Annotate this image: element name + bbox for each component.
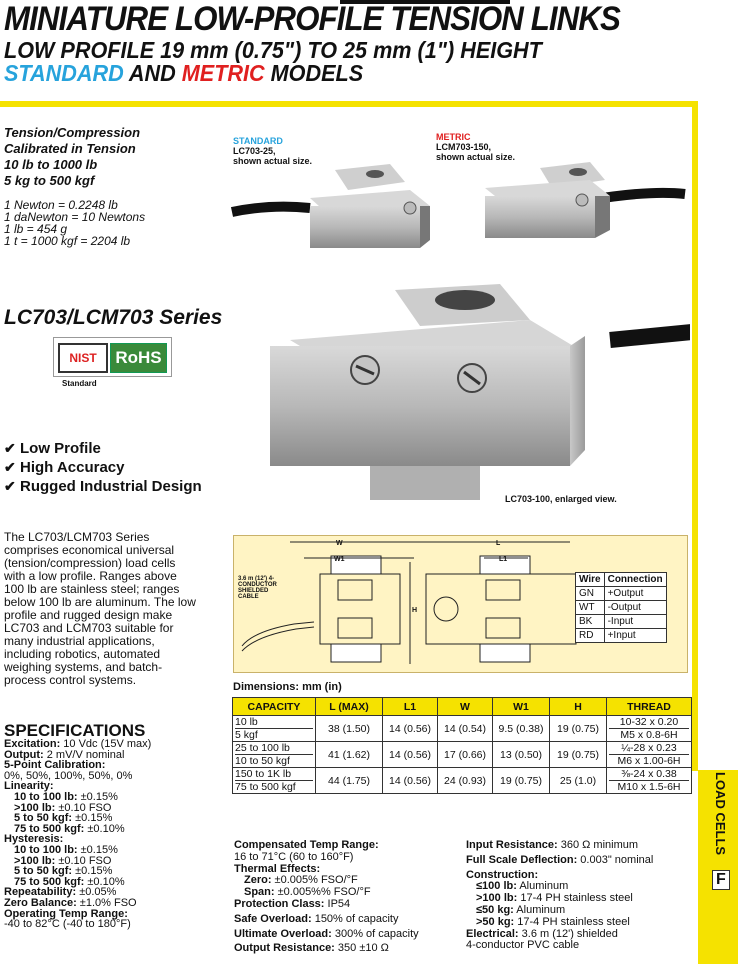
- w-cell: 14 (0.54): [438, 716, 493, 742]
- w1-cell: 9.5 (0.38): [493, 716, 550, 742]
- wire-code: RD: [576, 629, 605, 643]
- nist-caption: Standard: [62, 379, 97, 388]
- product-photos: [230, 160, 690, 500]
- col-header: THREAD: [607, 698, 692, 716]
- spec-thermal-zero: Zero: ±0.005% FSO/°F: [244, 874, 358, 887]
- spec-construction-item: >100 lb: 17-4 PH stainless steel: [476, 892, 633, 905]
- description: The LC703/LCM703 Series comprises economical universal (tension/compression) load cells with a low profile. Ranges above 100 lb are stainless steel; ranges below 100 lb are aluminum. The low profile and rugged design make LC703 and LCM703 suitable for many industrial applications, including robotics, automated weighing systems, and batch-process control systems.: [4, 530, 196, 687]
- spec-protection: Protection Class: IP54: [234, 897, 351, 910]
- intro-block: [4, 125, 140, 189]
- side-tab-letter: F: [712, 870, 730, 890]
- conversions: [4, 199, 145, 247]
- table-row: [233, 742, 692, 768]
- standard-load-cell-photo: [232, 164, 430, 248]
- col-header: CAPACITY: [233, 698, 316, 716]
- col-header: W: [438, 698, 493, 716]
- and-word: AND: [123, 60, 182, 86]
- models-word: MODELS: [264, 60, 364, 86]
- wire-table: [575, 572, 667, 643]
- capacity-cell: 10 lb 5 kgf: [233, 716, 316, 742]
- spec-linearity-item: 75 to 500 kgf: ±0.10%: [14, 822, 125, 835]
- metric-word: METRIC: [181, 60, 265, 86]
- certification-badges: [53, 337, 172, 377]
- dimensions-title: Dimensions: mm (in): [233, 681, 342, 693]
- dimensions-table: [232, 697, 692, 794]
- dim-l1: L1: [499, 556, 508, 563]
- wire-code: BK: [576, 615, 605, 629]
- connection-header: Connection: [604, 573, 666, 587]
- col-header: L (MAX): [316, 698, 383, 716]
- metric-load-cell-photo: [485, 162, 685, 238]
- standard-word: STANDARD: [4, 60, 124, 86]
- col-header: L1: [383, 698, 438, 716]
- spec-ult-overload: Ultimate Overload: 300% of capacity: [234, 927, 419, 940]
- l-cell: 38 (1.50): [316, 716, 383, 742]
- col-header: H: [550, 698, 607, 716]
- enlarged-load-cell-photo: [270, 284, 690, 500]
- feature-item: ✔ High Accuracy: [4, 459, 125, 476]
- specifications-middle: [234, 840, 464, 955]
- table-row: [233, 768, 692, 794]
- spec-output: Output: 2 mV/V nominal: [4, 748, 125, 761]
- spec-hysteresis-item: 5 to 50 kgf: ±0.15%: [14, 865, 113, 878]
- specifications-heading: SPECIFICATIONS: [4, 721, 146, 740]
- specifications-right: [466, 840, 691, 952]
- capacity-cell: 25 to 100 lb 10 to 50 kgf: [233, 742, 316, 768]
- spec-fsd: Full Scale Deflection: 0.003" nominal: [466, 853, 654, 866]
- spec-zero-balance: Zero Balance: ±1.0% FSO: [4, 896, 137, 909]
- models-line: [4, 60, 363, 87]
- wire-header: Wire: [576, 573, 605, 587]
- wire-code: GN: [576, 587, 605, 601]
- spec-hysteresis: Hysteresis:: [4, 833, 64, 846]
- col-header: W1: [493, 698, 550, 716]
- intro-line: Tension/Compression: [4, 125, 141, 140]
- spec-electrical: Electrical: 3.6 m (12') shielded: [466, 927, 618, 940]
- spec-linearity-item: 10 to 100 lb: ±0.15%: [14, 790, 118, 803]
- spec-construction-item: ≤50 kg: Aluminum: [476, 903, 566, 916]
- h-cell: 19 (0.75): [550, 742, 607, 768]
- check-icon: ✔: [4, 459, 16, 475]
- spec-construction-item: >50 kg: 17-4 PH stainless steel: [476, 915, 630, 928]
- rohs-logo: RoHS: [110, 343, 167, 373]
- spec-safe-overload: Safe Overload: 150% of capacity: [234, 912, 399, 925]
- cable-label: 3.6 m (12') 4- CONDUCTOR SHIELDED CABLE: [238, 576, 277, 600]
- check-icon: ✔: [4, 440, 16, 456]
- wire-connection: +Input: [604, 629, 666, 643]
- yellow-frame-right: [692, 101, 698, 771]
- table-row: [233, 716, 692, 742]
- side-tab-label: LOAD CELLS: [713, 772, 728, 856]
- l-cell: 44 (1.75): [316, 768, 383, 794]
- conversion-line: 1 Newton = 0.2248 lb: [4, 198, 118, 212]
- spec-repeatability: Repeatability: ±0.05%: [4, 886, 117, 899]
- l-cell: 41 (1.62): [316, 742, 383, 768]
- spec-electrical-2: 4-conductor PVC cable: [466, 939, 580, 952]
- w1-cell: 19 (0.75): [493, 768, 550, 794]
- l1-cell: 14 (0.56): [383, 768, 438, 794]
- intro-line: 10 lb to 1000 lb: [4, 157, 98, 172]
- dim-h: H: [412, 607, 418, 614]
- page-subtitle: LOW PROFILE 19 mm (0.75") TO 25 mm (1") HEIGHT: [4, 37, 542, 63]
- spec-thermal-span: Span: ±0.005%% FSO/°F: [244, 886, 371, 899]
- dim-w1: W1: [334, 556, 345, 563]
- spec-hysteresis-item: 75 to 500 kgf: ±0.10%: [14, 875, 125, 888]
- spec-construction: Construction:: [466, 868, 539, 881]
- spec-op-temp: Operating Temp Range:: [4, 907, 128, 920]
- spec-five-point-value: 0%, 50%, 100%, 50%, 0%: [4, 769, 133, 782]
- l1-cell: 14 (0.56): [383, 742, 438, 768]
- w-cell: 24 (0.93): [438, 768, 493, 794]
- spec-out-res: Output Resistance: 350 ±10 Ω: [234, 942, 389, 955]
- spec-comp-temp: Compensated Temp Range:: [234, 839, 379, 851]
- thread-cell: ¼-28 x 0.23 M6 x 1.00-6H: [607, 742, 692, 768]
- page-title: MINIATURE LOW-PROFILE TENSION LINKS: [4, 0, 620, 38]
- feature-item: ✔ Rugged Industrial Design: [4, 478, 202, 495]
- spec-excitation: Excitation: 10 Vdc (15V max): [4, 738, 152, 750]
- intro-line: 5 kg to 500 kgf: [4, 173, 95, 188]
- wire-code: WT: [576, 601, 605, 615]
- enlarged-caption: LC703-100, enlarged view.: [505, 494, 617, 504]
- intro-line: Calibrated in Tension: [4, 141, 136, 156]
- spec-linearity: Linearity:: [4, 780, 54, 793]
- w-cell: 17 (0.66): [438, 742, 493, 768]
- spec-in-res: Input Resistance: 360 Ω minimum: [466, 839, 639, 851]
- l1-cell: 14 (0.56): [383, 716, 438, 742]
- nist-logo: NIST: [58, 343, 108, 373]
- check-icon: ✔: [4, 478, 16, 494]
- spec-linearity-item: >100 lb: ±0.10 FSO: [14, 801, 112, 814]
- wire-connection: -Output: [604, 601, 666, 615]
- standard-caption: STANDARD LC703-25, shown actual size.: [233, 136, 313, 166]
- h-cell: 19 (0.75): [550, 716, 607, 742]
- thread-cell: 10-32 x 0.20 M5 x 0.8-6H: [607, 716, 692, 742]
- spec-linearity-item: 5 to 50 kgf: ±0.15%: [14, 812, 113, 825]
- spec-five-point: 5-Point Calibration:: [4, 759, 106, 772]
- specifications-list: [4, 739, 229, 930]
- conversion-line: 1 t = 1000 kgf = 2204 lb: [4, 234, 131, 248]
- spec-op-temp-value: -40 to 82°C (-40 to 180°F): [4, 918, 131, 931]
- spec-hysteresis-item: 10 to 100 lb: ±0.15%: [14, 843, 118, 856]
- series-title: LC703/LCM703 Series: [4, 306, 223, 329]
- thread-cell: ⅜-24 x 0.38 M10 x 1.5-6H: [607, 768, 692, 794]
- metric-caption: METRIC LCM703-150, shown actual size.: [436, 132, 516, 162]
- w1-cell: 13 (0.50): [493, 742, 550, 768]
- dim-w: W: [336, 540, 343, 547]
- spec-hysteresis-item: >100 lb: ±0.10 FSO: [14, 854, 112, 867]
- conversion-line: 1 daNewton = 10 Newtons: [4, 210, 146, 224]
- wire-connection: +Output: [604, 587, 666, 601]
- dim-l: L: [496, 540, 501, 547]
- capacity-cell: 150 to 1K lb 75 to 500 kgf: [233, 768, 316, 794]
- wire-connection: -Input: [604, 615, 666, 629]
- spec-construction-item: ≤100 lb: Aluminum: [476, 880, 569, 893]
- conversion-line: 1 lb = 454 g: [4, 222, 68, 236]
- spec-thermal: Thermal Effects:: [234, 862, 321, 875]
- h-cell: 25 (1.0): [550, 768, 607, 794]
- yellow-frame-top: [0, 101, 698, 107]
- spec-comp-temp-value: 16 to 71°C (60 to 160°F): [234, 850, 354, 863]
- feature-item: ✔ Low Profile: [4, 440, 101, 457]
